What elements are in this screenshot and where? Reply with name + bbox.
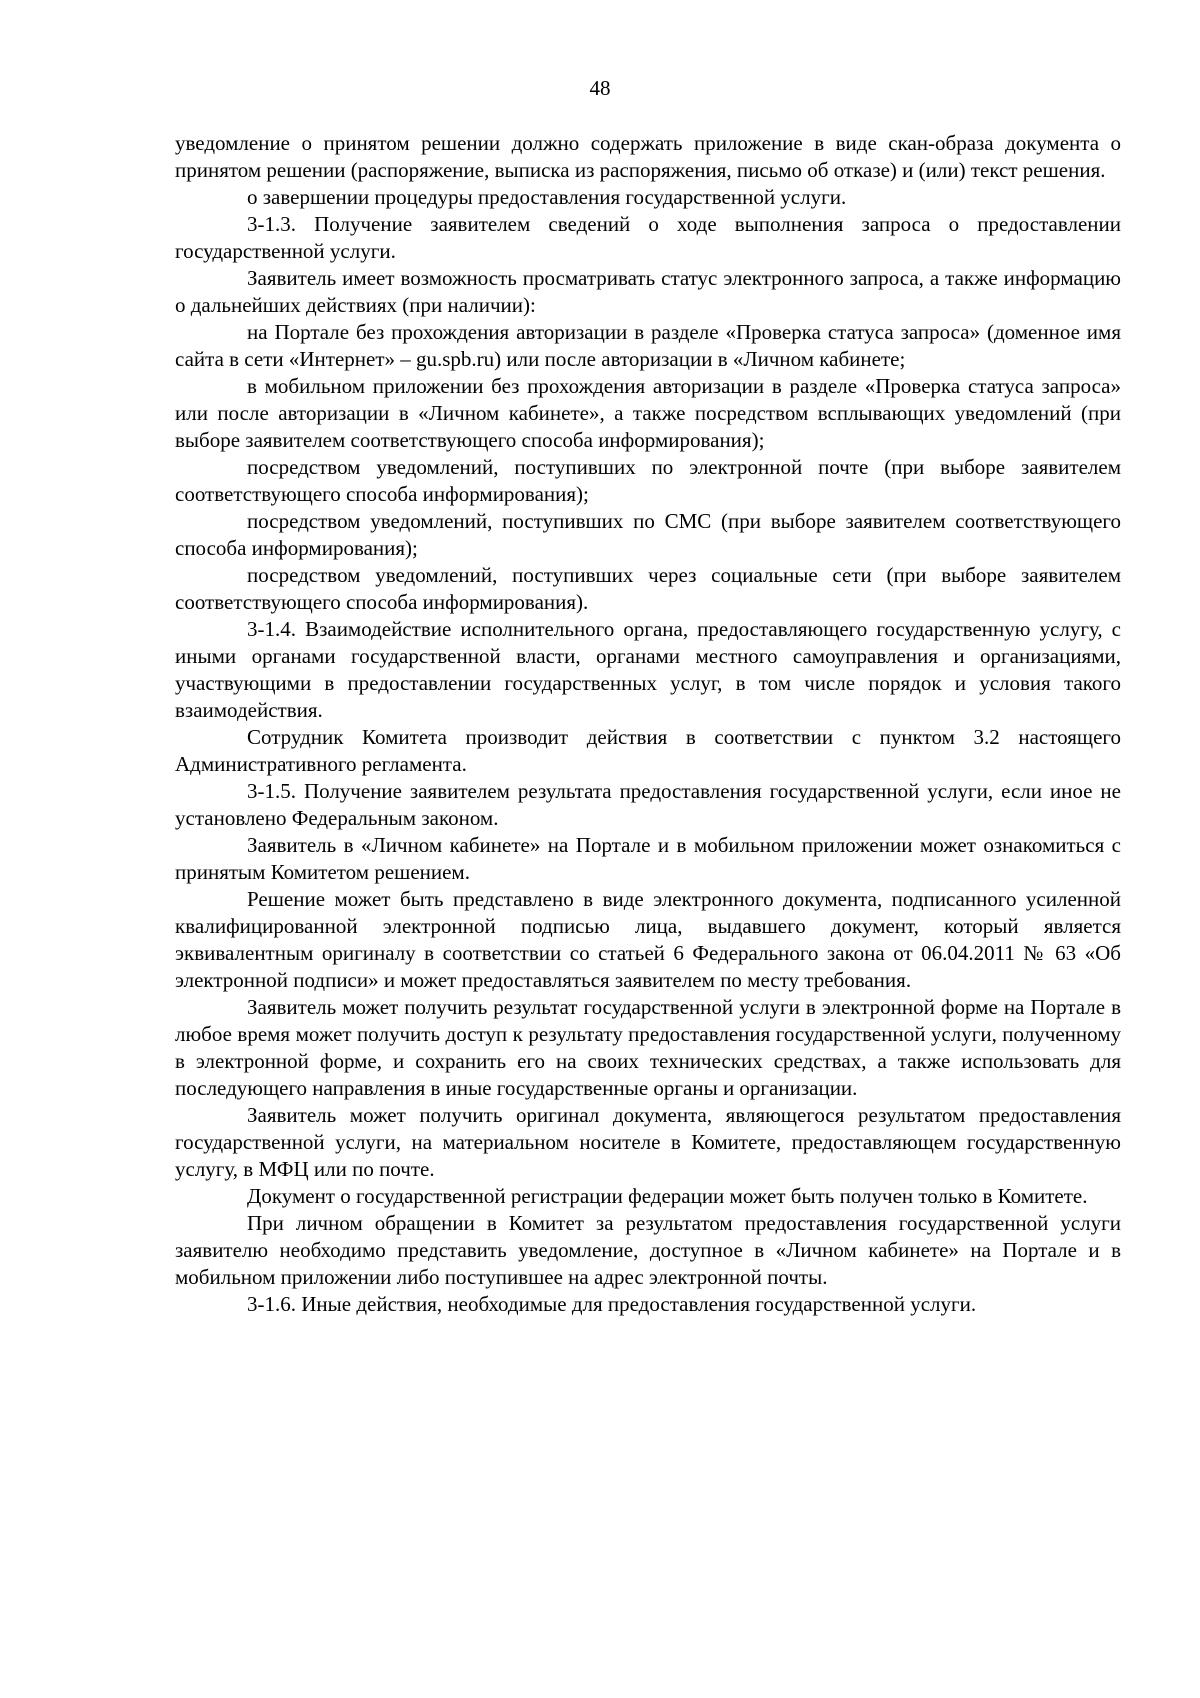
paragraph: 3-1.6. Иные действия, необходимые для предоставления государственной услуги.	[247, 1292, 977, 1316]
paragraph: посредством уведомлений, поступивших через социальные сети (при выборе заявителем соответствующего способа информирования).	[175, 563, 1121, 614]
paragraph: Сотрудник Комитета производит действия в соответствии с пунктом 3.2 настоящего Административного регламента.	[175, 725, 1121, 776]
paragraph: посредством уведомлений, поступивших по электронной почте (при выборе заявителем соответствующего способа информирования);	[175, 455, 1121, 506]
paragraph: Документ о государственной регистрации федерации может быть получен только в Комитете.	[247, 1184, 1088, 1208]
paragraph: Заявитель может получить результат государственной услуги в электронной форме на Портале в любое время может получить доступ к результату предоставления государственной услуги, полученному в электронной форме, и сохранить его на своих технических средствах, а также использовать для последующего направления в иные государственные органы и организации.	[175, 995, 1121, 1100]
paragraph: Решение может быть представлено в виде электронного документа, подписанного усиленной квалифицированной электронной подписью лица, выдавшего документ, который является эквивалентным оригиналу в соответствии со статьей 6 Федерального закона от 06.04.2011 № 63 «Об электронной подписи» и может предоставляться заявителем по месту требования.	[175, 887, 1121, 992]
paragraph: посредством уведомлений, поступивших по СМС (при выборе заявителем соответствующего способа информирования);	[175, 509, 1121, 560]
paragraph: о завершении процедуры предоставления государственной услуги.	[247, 185, 847, 209]
paragraph: на Портале без прохождения авторизации в разделе «Проверка статуса запроса» (доменное имя сайта в сети «Интернет» – gu.spb.ru) или после авторизации в «Личном кабинете;	[175, 320, 1121, 371]
paragraph: в мобильном приложении без прохождения авторизации в разделе «Проверка статуса запроса» или после авторизации в «Личном кабинете», а также посредством всплывающих уведомлений (при выборе заявителем соответствующего способа информирования);	[175, 374, 1121, 452]
page-number: 48	[589, 76, 611, 100]
paragraph: 3-1.5. Получение заявителем результата предоставления государственной услуги, если иное не установлено Федеральным законом.	[175, 779, 1121, 830]
paragraph: 3-1.3. Получение заявителем сведений о ходе выполнения запроса о предоставлении государственной услуги.	[175, 212, 1121, 263]
paragraph: 3-1.4. Взаимодействие исполнительного органа, предоставляющего государственную услугу, с иными органами государственной власти, органами местного самоуправления и организациями, участвующими в предоставлении государственных услуг, в том числе порядок и условия такого взаимодействия.	[175, 617, 1121, 722]
paragraph: уведомление о принятом решении должно содержать приложение в виде скан-образа документа о принятом решении (распоряжение, выписка из распоряжения, письмо об отказе) и (или) текст решения.	[175, 131, 1121, 182]
paragraph: Заявитель может получить оригинал документа, являющегося результатом предоставления государственной услуги, на материальном носителе в Комитете, предоставляющем государственную услугу, в МФЦ или по почте.	[175, 1103, 1121, 1181]
paragraph: Заявитель имеет возможность просматривать статус электронного запроса, а также информацию о дальнейших действиях (при наличии):	[175, 266, 1121, 317]
paragraph: При личном обращении в Комитет за результатом предоставления государственной услуги заявителю необходимо представить уведомление, доступное в «Личном кабинете» на Портале и в мобильном приложении либо поступившее на адрес электронной почты.	[175, 1211, 1121, 1289]
paragraph: Заявитель в «Личном кабинете» на Портале и в мобильном приложении может ознакомиться с принятым Комитетом решением.	[175, 833, 1121, 884]
document-body	[175, 130, 1121, 1318]
